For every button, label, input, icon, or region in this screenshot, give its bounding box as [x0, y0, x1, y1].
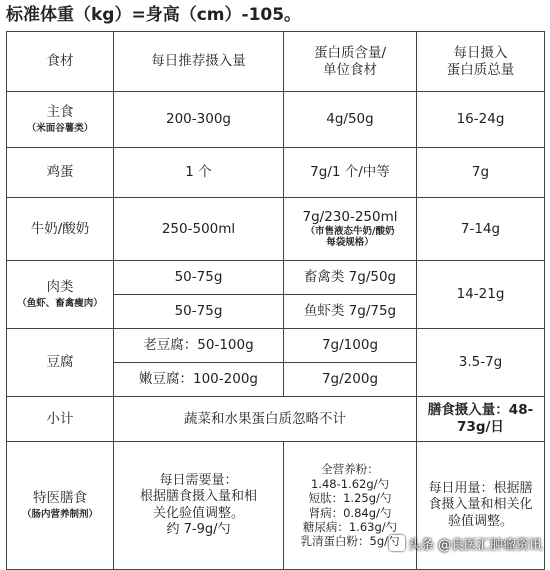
header-total-protein	[417, 32, 545, 92]
special-intake-4: 约 7-9g/勺	[166, 521, 231, 537]
meat-intake-a: 50-75g	[114, 261, 284, 295]
table-row-egg	[7, 148, 545, 198]
header-daily-intake: 每日推荐摄入量	[114, 32, 284, 92]
egg-intake: 1 个	[114, 148, 284, 198]
staple-protein: 4g/50g	[284, 92, 417, 148]
watermark	[389, 534, 542, 553]
special-intake-cell	[114, 442, 284, 570]
header-total-line1: 每日摄入	[453, 44, 508, 61]
protein-intake-table	[6, 31, 545, 570]
header-protein-per-unit-line2: 单位食材	[323, 61, 377, 78]
special-protein-3: 短肽：1.25g/勺	[308, 491, 392, 506]
toutiao-icon	[389, 535, 405, 551]
table-header-row	[7, 32, 545, 92]
table-row-milk	[7, 198, 545, 261]
subtotal-name: 小计	[7, 397, 114, 442]
table-row-tofu-a	[7, 329, 545, 363]
meat-protein-a: 畜禽类 7g/50g	[284, 261, 417, 295]
staple-total: 16-24g	[417, 92, 545, 148]
meat-sub: （鱼虾、畜禽瘦肉）	[17, 298, 103, 309]
special-protein-1: 全营养粉：	[321, 462, 379, 477]
table-row-subtotal	[7, 397, 545, 442]
special-name-cell	[7, 442, 114, 570]
special-sub: （肠内营养制剂）	[21, 509, 98, 520]
milk-protein-value: 7g/230-250ml	[302, 208, 398, 225]
egg-name: 鸡蛋	[7, 148, 114, 198]
staple-sub: （米面谷薯类）	[26, 123, 94, 134]
tofu-protein-b: 7g/200g	[284, 363, 417, 397]
egg-protein: 7g/1 个/中等	[284, 148, 417, 198]
meat-total: 14-21g	[417, 261, 545, 329]
special-total-3: 验值调整。	[447, 513, 513, 529]
staple-name-cell	[7, 92, 114, 148]
header-protein-per-unit-line1: 蛋白质含量/	[313, 44, 387, 61]
header-total-line2: 蛋白质总量	[446, 61, 515, 78]
special-protein-5: 糖尿病：1.63g/勺	[302, 519, 398, 534]
table-row-staple	[7, 92, 545, 148]
special-protein-6: 乳清蛋白粉：5g/勺	[300, 534, 400, 549]
special-intake-2: 根据膳食摄入量和相	[139, 489, 257, 505]
meat-name-cell	[7, 261, 114, 329]
special-intake-3: 关化验值调整。	[152, 505, 244, 521]
header-food: 食材	[7, 32, 114, 92]
tofu-name: 豆腐	[7, 329, 114, 397]
watermark-text: 头条 @良医汇肿瘤资讯	[407, 538, 542, 553]
special-total-2: 食摄入量和相关化	[428, 497, 533, 513]
special-protein-4: 肾病：0.84g/勺	[308, 505, 392, 520]
special-protein-2: 1.48-1.62g/勺	[310, 476, 390, 491]
tofu-intake-b: 嫩豆腐：100-200g	[114, 363, 284, 397]
milk-intake: 250-500ml	[114, 198, 284, 261]
staple-name: 主食	[46, 104, 74, 121]
subtotal-note: 蔬菜和水果蛋白质忽略不计	[114, 397, 417, 442]
special-intake-1: 每日需要量：	[159, 473, 238, 488]
egg-total: 7g	[417, 148, 545, 198]
tofu-intake-a: 老豆腐：50-100g	[114, 329, 284, 363]
milk-protein-note-1: （市售液态牛奶/酸奶	[305, 225, 395, 237]
subtotal-total: 膳食摄入量：48-73g/日	[417, 397, 545, 442]
header-protein-per-unit	[284, 32, 417, 92]
special-name: 特医膳食	[33, 490, 87, 507]
table-row-meat-a	[7, 261, 545, 295]
meat-protein-b: 鱼虾类 7g/75g	[284, 295, 417, 329]
staple-intake: 200-300g	[114, 92, 284, 148]
formula-heading: 标准体重（kg）=身高（cm）-105。	[6, 5, 302, 25]
special-total-1: 每日用量：根据膳	[428, 481, 533, 497]
meat-name: 肉类	[46, 279, 74, 296]
tofu-protein-a: 7g/100g	[284, 329, 417, 363]
milk-protein-note-2: 每袋规格）	[326, 237, 374, 249]
meat-intake-b: 50-75g	[114, 295, 284, 329]
tofu-total: 3.5-7g	[417, 329, 545, 397]
milk-total: 7-14g	[417, 198, 545, 261]
milk-protein-cell	[284, 198, 417, 261]
milk-name: 牛奶/酸奶	[7, 198, 114, 261]
